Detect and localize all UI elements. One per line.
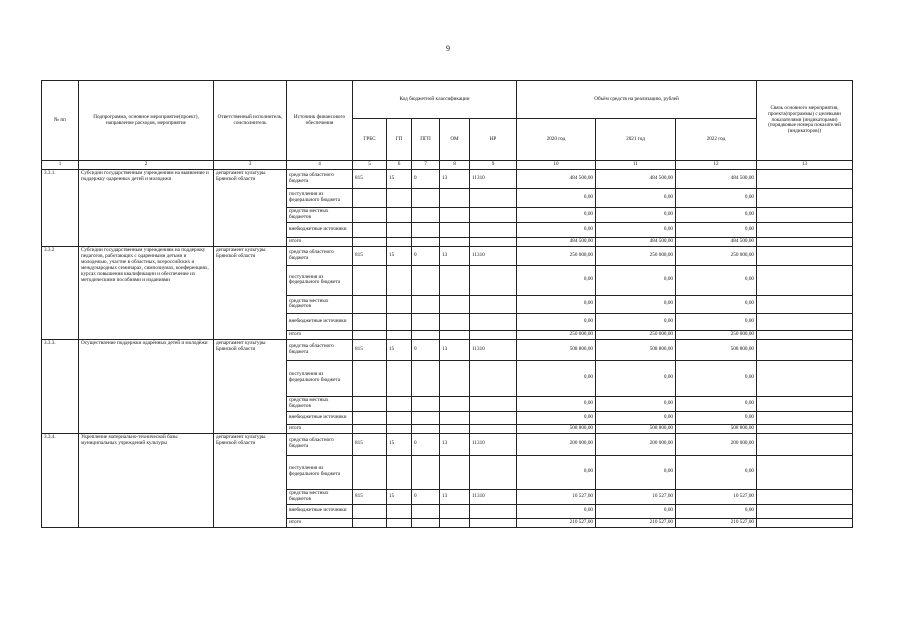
table-row bbox=[42, 170, 853, 189]
amount-2021: 508 800,00 bbox=[596, 339, 676, 360]
amount-2020: 484 500,00 bbox=[517, 170, 596, 189]
column-number: 9 bbox=[470, 161, 517, 170]
kbk-om bbox=[440, 189, 470, 208]
header-amount: Объём средств на реализацию, рублей bbox=[517, 81, 757, 119]
kbk-pgp bbox=[412, 189, 440, 208]
indicator-link bbox=[757, 455, 853, 489]
header-year-2020: 2020 год bbox=[517, 119, 596, 161]
amount-2020: 250 000,00 bbox=[517, 330, 596, 339]
amount-2020: 508 800,00 bbox=[517, 424, 596, 433]
kbk-pgp bbox=[412, 455, 440, 489]
amount-2021: 10 527,00 bbox=[596, 489, 676, 504]
column-number: 8 bbox=[440, 161, 470, 170]
executor: департамент культуры Брянской области bbox=[214, 433, 287, 527]
kbk-nr bbox=[470, 396, 517, 411]
page-number: 9 bbox=[446, 44, 450, 53]
amount-2020: 484 500,00 bbox=[517, 238, 596, 247]
executor: департамент культуры Брянской области bbox=[214, 246, 287, 339]
kbk-grbs: 815 bbox=[353, 433, 387, 455]
kbk-nr bbox=[470, 208, 517, 223]
indicator-link bbox=[757, 330, 853, 339]
amount-2021: 250 000,00 bbox=[596, 246, 676, 265]
kbk-grbs bbox=[353, 455, 387, 489]
kbk-gp bbox=[387, 238, 412, 247]
kbk-gp bbox=[387, 455, 412, 489]
kbk-pgp bbox=[412, 518, 440, 527]
indicator-link bbox=[757, 170, 853, 189]
amount-2020: 250 000,00 bbox=[517, 246, 596, 265]
kbk-gp bbox=[387, 223, 412, 238]
amount-2021: 0,00 bbox=[596, 208, 676, 223]
amount-2022: 508 800,00 bbox=[676, 339, 757, 360]
kbk-gp bbox=[387, 295, 412, 313]
amount-2021: 200 000,00 bbox=[596, 433, 676, 455]
kbk-om bbox=[440, 424, 470, 433]
funding-source: итого bbox=[287, 330, 353, 339]
funding-source: внебюджетные источники bbox=[287, 411, 353, 424]
funding-source: внебюджетные источники bbox=[287, 223, 353, 238]
column-numbers-row bbox=[42, 161, 853, 170]
amount-2021: 0,00 bbox=[596, 360, 676, 396]
kbk-gp bbox=[387, 208, 412, 223]
kbk-grbs bbox=[353, 223, 387, 238]
funding-source: поступления из федерального бюджета bbox=[287, 455, 353, 489]
kbk-om bbox=[440, 295, 470, 313]
funding-source: средства местных бюджетов bbox=[287, 295, 353, 313]
amount-2022: 0,00 bbox=[676, 295, 757, 313]
amount-2020: 0,00 bbox=[517, 223, 596, 238]
kbk-nr: 11310 bbox=[470, 339, 517, 360]
kbk-gp bbox=[387, 265, 412, 295]
header-year-2021: 2021 год bbox=[596, 119, 676, 161]
kbk-om: 13 bbox=[440, 170, 470, 189]
executor: департамент культуры Брянской области bbox=[214, 170, 287, 247]
column-number: 10 bbox=[517, 161, 596, 170]
kbk-om bbox=[440, 360, 470, 396]
kbk-pgp: 0 bbox=[412, 489, 440, 504]
kbk-grbs bbox=[353, 189, 387, 208]
funding-source: средства местных бюджетов bbox=[287, 208, 353, 223]
kbk-om bbox=[440, 238, 470, 247]
kbk-pgp bbox=[412, 330, 440, 339]
amount-2020: 0,00 bbox=[517, 504, 596, 518]
column-number: 1 bbox=[42, 161, 79, 170]
indicator-link bbox=[757, 189, 853, 208]
kbk-gp bbox=[387, 330, 412, 339]
kbk-grbs bbox=[353, 396, 387, 411]
kbk-om bbox=[440, 518, 470, 527]
header-source: Источник финансового обеспечения bbox=[287, 81, 353, 161]
kbk-om bbox=[440, 411, 470, 424]
row-number: 3.3.2 bbox=[42, 246, 79, 339]
amount-2022: 250 000,00 bbox=[676, 246, 757, 265]
kbk-nr bbox=[470, 411, 517, 424]
amount-2021: 0,00 bbox=[596, 504, 676, 518]
amount-2020: 0,00 bbox=[517, 411, 596, 424]
amount-2022: 0,00 bbox=[676, 411, 757, 424]
amount-2022: 10 527,00 bbox=[676, 489, 757, 504]
indicator-link bbox=[757, 504, 853, 518]
kbk-gp bbox=[387, 518, 412, 527]
amount-2020: 0,00 bbox=[517, 295, 596, 313]
kbk-pgp bbox=[412, 424, 440, 433]
kbk-om: 13 bbox=[440, 489, 470, 504]
kbk-nr bbox=[470, 189, 517, 208]
indicator-link bbox=[757, 339, 853, 360]
kbk-nr: 11310 bbox=[470, 489, 517, 504]
amount-2021: 0,00 bbox=[596, 189, 676, 208]
amount-2020: 0,00 bbox=[517, 189, 596, 208]
kbk-gp bbox=[387, 424, 412, 433]
amount-2020: 0,00 bbox=[517, 360, 596, 396]
kbk-om bbox=[440, 265, 470, 295]
kbk-grbs bbox=[353, 208, 387, 223]
kbk-gp: 15 bbox=[387, 433, 412, 455]
header-kbk: Код бюджетной классификации bbox=[353, 81, 517, 119]
header-link: Связь основного мероприятия, проекта(программы) с целевыми показателями (индикаторами) (порядковые номера показателей (индикаторов)) bbox=[757, 81, 853, 161]
amount-2020: 0,00 bbox=[517, 455, 596, 489]
kbk-grbs bbox=[353, 411, 387, 424]
executor: департамент культуры Брянской области bbox=[214, 339, 287, 433]
kbk-nr bbox=[470, 238, 517, 247]
amount-2021: 0,00 bbox=[596, 265, 676, 295]
indicator-link bbox=[757, 238, 853, 247]
funding-source: средства областного бюджета bbox=[287, 170, 353, 189]
indicator-link bbox=[757, 208, 853, 223]
amount-2022: 484 500,00 bbox=[676, 170, 757, 189]
kbk-gp: 15 bbox=[387, 489, 412, 504]
amount-2022: 0,00 bbox=[676, 504, 757, 518]
kbk-grbs bbox=[353, 424, 387, 433]
kbk-nr bbox=[470, 518, 517, 527]
kbk-grbs bbox=[353, 360, 387, 396]
column-number: 11 bbox=[596, 161, 676, 170]
kbk-gp: 15 bbox=[387, 246, 412, 265]
amount-2021: 0,00 bbox=[596, 295, 676, 313]
amount-2020: 0,00 bbox=[517, 313, 596, 330]
kbk-gp bbox=[387, 360, 412, 396]
kbk-grbs: 815 bbox=[353, 489, 387, 504]
kbk-om bbox=[440, 313, 470, 330]
amount-2022: 0,00 bbox=[676, 396, 757, 411]
kbk-pgp bbox=[412, 313, 440, 330]
kbk-pgp bbox=[412, 504, 440, 518]
kbk-pgp bbox=[412, 265, 440, 295]
indicator-link bbox=[757, 360, 853, 396]
amount-2022: 0,00 bbox=[676, 360, 757, 396]
kbk-om: 13 bbox=[440, 339, 470, 360]
kbk-nr bbox=[470, 360, 517, 396]
header-nr: НР bbox=[470, 119, 517, 161]
indicator-link bbox=[757, 433, 853, 455]
funding-source: средства областного бюджета bbox=[287, 433, 353, 455]
kbk-grbs bbox=[353, 313, 387, 330]
budget-table bbox=[41, 80, 853, 528]
kbk-grbs bbox=[353, 265, 387, 295]
kbk-grbs bbox=[353, 504, 387, 518]
amount-2022: 0,00 bbox=[676, 223, 757, 238]
kbk-om: 13 bbox=[440, 246, 470, 265]
amount-2022: 0,00 bbox=[676, 189, 757, 208]
funding-source: поступления из федерального бюджета bbox=[287, 189, 353, 208]
amount-2022: 508 800,00 bbox=[676, 424, 757, 433]
kbk-pgp bbox=[412, 238, 440, 247]
indicator-link bbox=[757, 411, 853, 424]
kbk-om bbox=[440, 208, 470, 223]
funding-source: поступления из федерального бюджета bbox=[287, 265, 353, 295]
measure-name: Укрепление материально-технической базы муниципальных учреждений культуры bbox=[79, 433, 214, 527]
amount-2020: 0,00 bbox=[517, 265, 596, 295]
column-number: 3 bbox=[214, 161, 287, 170]
table-row bbox=[42, 433, 853, 455]
amount-2022: 0,00 bbox=[676, 208, 757, 223]
amount-2022: 0,00 bbox=[676, 455, 757, 489]
amount-2021: 0,00 bbox=[596, 455, 676, 489]
row-number: 3.3.4. bbox=[42, 433, 79, 527]
column-number: 13 bbox=[757, 161, 853, 170]
kbk-om: 13 bbox=[440, 433, 470, 455]
amount-2021: 210 527,00 bbox=[596, 518, 676, 527]
amount-2022: 0,00 bbox=[676, 313, 757, 330]
kbk-gp bbox=[387, 313, 412, 330]
kbk-pgp bbox=[412, 411, 440, 424]
kbk-nr bbox=[470, 330, 517, 339]
kbk-nr bbox=[470, 504, 517, 518]
kbk-nr bbox=[470, 424, 517, 433]
kbk-nr: 11310 bbox=[470, 433, 517, 455]
amount-2022: 210 527,00 bbox=[676, 518, 757, 527]
indicator-link bbox=[757, 518, 853, 527]
kbk-pgp bbox=[412, 223, 440, 238]
kbk-nr: 11310 bbox=[470, 170, 517, 189]
table-row bbox=[42, 246, 853, 265]
kbk-grbs bbox=[353, 330, 387, 339]
kbk-grbs bbox=[353, 238, 387, 247]
indicator-link bbox=[757, 396, 853, 411]
kbk-gp bbox=[387, 411, 412, 424]
indicator-link bbox=[757, 313, 853, 330]
kbk-grbs: 815 bbox=[353, 170, 387, 189]
table-row bbox=[42, 339, 853, 360]
header-executor: Ответственный исполнитель, соисполнитель bbox=[214, 81, 287, 161]
indicator-link bbox=[757, 489, 853, 504]
kbk-gp: 15 bbox=[387, 339, 412, 360]
funding-source: итого bbox=[287, 238, 353, 247]
kbk-gp: 15 bbox=[387, 170, 412, 189]
kbk-grbs: 815 bbox=[353, 246, 387, 265]
kbk-pgp bbox=[412, 396, 440, 411]
kbk-om bbox=[440, 396, 470, 411]
kbk-grbs bbox=[353, 295, 387, 313]
amount-2021: 484 500,00 bbox=[596, 170, 676, 189]
measure-name: Субсидии государственным учреждениям на поддержку педагогов, работающих с одаренными детьми и молодежью, участие в областных, всероссийских и международных семинарах, симпозиумах, конференциях, курсах повышения квалификации и обеспечение их методическими пособиями и изданиями bbox=[79, 246, 214, 339]
column-number: 4 bbox=[287, 161, 353, 170]
amount-2020: 0,00 bbox=[517, 208, 596, 223]
indicator-link bbox=[757, 265, 853, 295]
kbk-pgp bbox=[412, 360, 440, 396]
column-number: 6 bbox=[387, 161, 412, 170]
amount-2020: 0,00 bbox=[517, 396, 596, 411]
kbk-nr: 11310 bbox=[470, 246, 517, 265]
kbk-pgp: 0 bbox=[412, 339, 440, 360]
header-om: ОМ bbox=[440, 119, 470, 161]
kbk-pgp: 0 bbox=[412, 433, 440, 455]
header-pgp: ПГП bbox=[412, 119, 440, 161]
kbk-nr bbox=[470, 295, 517, 313]
funding-source: средства областного бюджета bbox=[287, 246, 353, 265]
kbk-pgp bbox=[412, 208, 440, 223]
funding-source: поступления из федерального бюджета bbox=[287, 360, 353, 396]
column-number: 7 bbox=[412, 161, 440, 170]
header-name: Подпрограмма, основное мероприятие(проект), направление расходов, мероприятие bbox=[79, 81, 214, 161]
amount-2021: 0,00 bbox=[596, 313, 676, 330]
indicator-link bbox=[757, 295, 853, 313]
header-no: № пп bbox=[42, 81, 79, 161]
column-number: 5 bbox=[353, 161, 387, 170]
header-grbs: ГРБС bbox=[353, 119, 387, 161]
column-number: 2 bbox=[79, 161, 214, 170]
amount-2021: 0,00 bbox=[596, 411, 676, 424]
funding-source: внебюджетные источники bbox=[287, 504, 353, 518]
amount-2022: 484 500,00 bbox=[676, 238, 757, 247]
measure-name: Осуществление поддержки одарённых детей и молодёжи bbox=[79, 339, 214, 433]
kbk-pgp bbox=[412, 295, 440, 313]
funding-source: итого bbox=[287, 518, 353, 527]
amount-2020: 200 000,00 bbox=[517, 433, 596, 455]
header-gp: ГП bbox=[387, 119, 412, 161]
kbk-pgp: 0 bbox=[412, 170, 440, 189]
amount-2020: 10 527,00 bbox=[517, 489, 596, 504]
kbk-grbs: 815 bbox=[353, 339, 387, 360]
amount-2021: 0,00 bbox=[596, 396, 676, 411]
kbk-gp bbox=[387, 189, 412, 208]
kbk-gp bbox=[387, 396, 412, 411]
amount-2020: 508 800,00 bbox=[517, 339, 596, 360]
kbk-nr bbox=[470, 455, 517, 489]
kbk-om bbox=[440, 330, 470, 339]
kbk-om bbox=[440, 223, 470, 238]
kbk-om bbox=[440, 504, 470, 518]
funding-source: средства местных бюджетов bbox=[287, 396, 353, 411]
kbk-om bbox=[440, 455, 470, 489]
table-body bbox=[42, 170, 853, 528]
kbk-pgp: 0 bbox=[412, 246, 440, 265]
measure-name: Субсидии государственным учреждениям на выявление и поддержку одаренных детей и молодежи bbox=[79, 170, 214, 247]
row-number: 3.3.1. bbox=[42, 170, 79, 247]
row-number: 3.3.3. bbox=[42, 339, 79, 433]
header-year-2022: 2022 год bbox=[676, 119, 757, 161]
amount-2022: 200 000,00 bbox=[676, 433, 757, 455]
amount-2022: 250 000,00 bbox=[676, 330, 757, 339]
kbk-grbs bbox=[353, 518, 387, 527]
column-number: 12 bbox=[676, 161, 757, 170]
funding-source: внебюджетные источники bbox=[287, 313, 353, 330]
funding-source: средства местных бюджетов bbox=[287, 489, 353, 504]
amount-2021: 484 500,00 bbox=[596, 238, 676, 247]
kbk-gp bbox=[387, 504, 412, 518]
amount-2022: 0,00 bbox=[676, 265, 757, 295]
amount-2021: 508 800,00 bbox=[596, 424, 676, 433]
indicator-link bbox=[757, 223, 853, 238]
kbk-nr bbox=[470, 265, 517, 295]
funding-source: средства областного бюджета bbox=[287, 339, 353, 360]
indicator-link bbox=[757, 424, 853, 433]
indicator-link bbox=[757, 246, 853, 265]
amount-2020: 210 527,00 bbox=[517, 518, 596, 527]
funding-source: итого bbox=[287, 424, 353, 433]
kbk-nr bbox=[470, 223, 517, 238]
amount-2021: 250 000,00 bbox=[596, 330, 676, 339]
amount-2021: 0,00 bbox=[596, 223, 676, 238]
kbk-nr bbox=[470, 313, 517, 330]
